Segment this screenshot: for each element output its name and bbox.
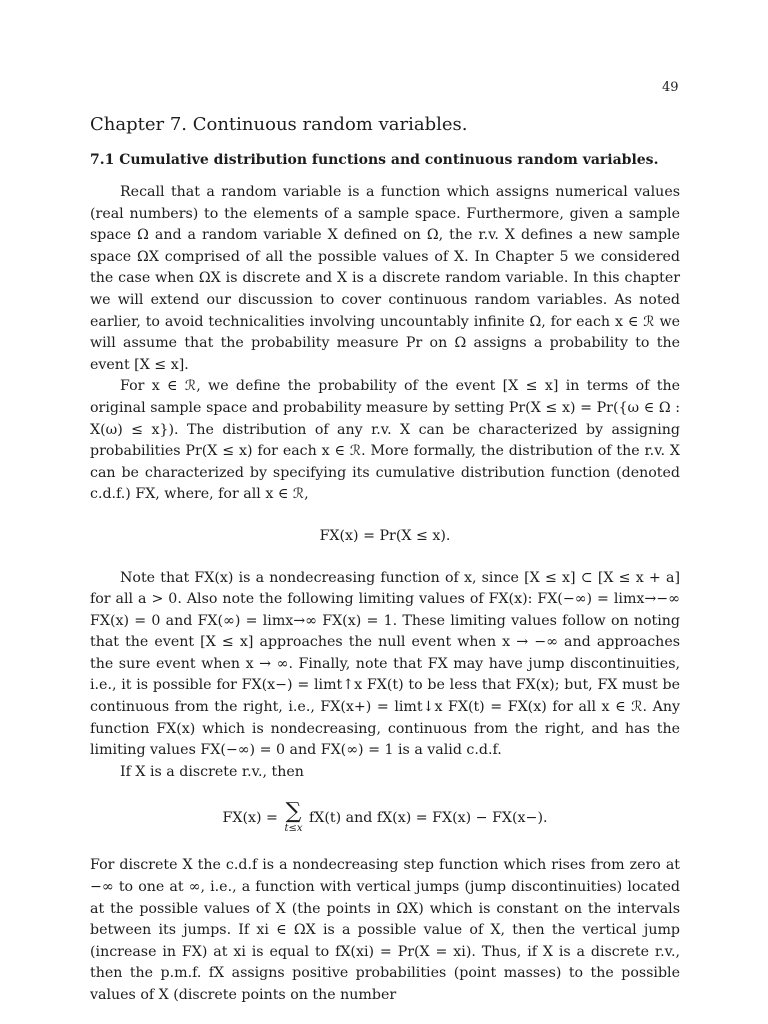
summation-sign: ∑ bbox=[285, 799, 302, 825]
paragraph-properties: Note that FX(x) is a nondecreasing function of x, since [X ≤ x] ⊂ [X ≤ x + a] for all a > 0. Also note the following limiting values of FX(x): FX(−∞) = limx→−∞ FX(x) = 0 and FX(∞) = limx→∞ FX(x) = 1. These limiting values follow on noting that the event [X ≤ x] approaches the null event when x → −∞ and approaches the sure event when x → ∞. Finally, note that FX may have jump discontinuities, i.e., it is possible for FX(x−) = limt↑x FX(t) to be less that FX(x); but, FX must be continuous from the right, i.e., FX(x+) = limt↓x FX(t) = FX(x) for all x ∈ ℛ. Any function FX(x) which is nondecreasing, continuous from the right, and has the limiting values FX(−∞) = 0 and FX(∞) = 1 is a valid c.d.f. bbox=[90, 569, 680, 759]
body-text bbox=[90, 182, 680, 1007]
paragraph-step-function: For discrete X the c.d.f is a nondecreasing step function which rises from zero at −∞ to one at ∞, i.e., a function with vertical jumps (jump discontinuities) located at the possible values of X (the points in ΩX) which is constant on the intervals between its jumps. If xi ∈ ΩX is a possible value of X, then the vertical jump (increase in FX) at xi is equal to fX(xi) = Pr(X = xi). Thus, if X is a discrete r.v., then the p.m.f. fX assigns positive probabilities (point masses) to the possible values of X (discrete points on the number bbox=[90, 857, 680, 1003]
paragraph-discrete-intro: If X is a discrete r.v., then bbox=[120, 763, 304, 780]
section-title: 7.1 Cumulative distribution functions and continuous random variables. bbox=[90, 152, 659, 168]
equation-discrete-left: FX(x) = bbox=[222, 810, 278, 827]
equation-cdf: FX(x) = Pr(X ≤ x). bbox=[319, 527, 451, 544]
chapter-title: Chapter 7. Continuous random variables. bbox=[90, 114, 468, 135]
equation-discrete-right: fX(t) and fX(x) = FX(x) − FX(x−). bbox=[309, 810, 548, 827]
paragraph-intro: Recall that a random variable is a function which assigns numerical values (real numbers) to the elements of a sample space. Furthermore, given a sample space Ω and a random variable X defined on Ω, the r.v. X defines a new sample space ΩX comprised of all the possible values of X. In Chapter 5 we considered the case when ΩX is discrete and X is a discrete random variable. In this chapter we will extend our discussion to cover continuous random variables. As noted earlier, to avoid technicalities involving uncountably infinite Ω, for each x ∈ ℛ we will assume that the probability measure Pr on Ω assigns a probability to the event [X ≤ x]. bbox=[90, 184, 680, 373]
summation bbox=[284, 801, 302, 835]
page-number: 49 bbox=[662, 80, 679, 95]
paragraph-definition: For x ∈ ℛ, we define the probability of the event [X ≤ x] in terms of the original sample space and probability measure by setting Pr(X ≤ x) = Pr({ω ∈ Ω : X(ω) ≤ x}). The distribution of any r.v. X can be characterized by assigning probabilities Pr(X ≤ x) for each x ∈ ℛ. More formally, the distribution of the r.v. X can be characterized by specifying its cumulative distribution function (denoted c.d.f.) FX, where, for all x ∈ ℛ, bbox=[90, 378, 680, 503]
equation-discrete bbox=[90, 801, 680, 835]
summation-subscript: t≤x bbox=[284, 823, 303, 835]
